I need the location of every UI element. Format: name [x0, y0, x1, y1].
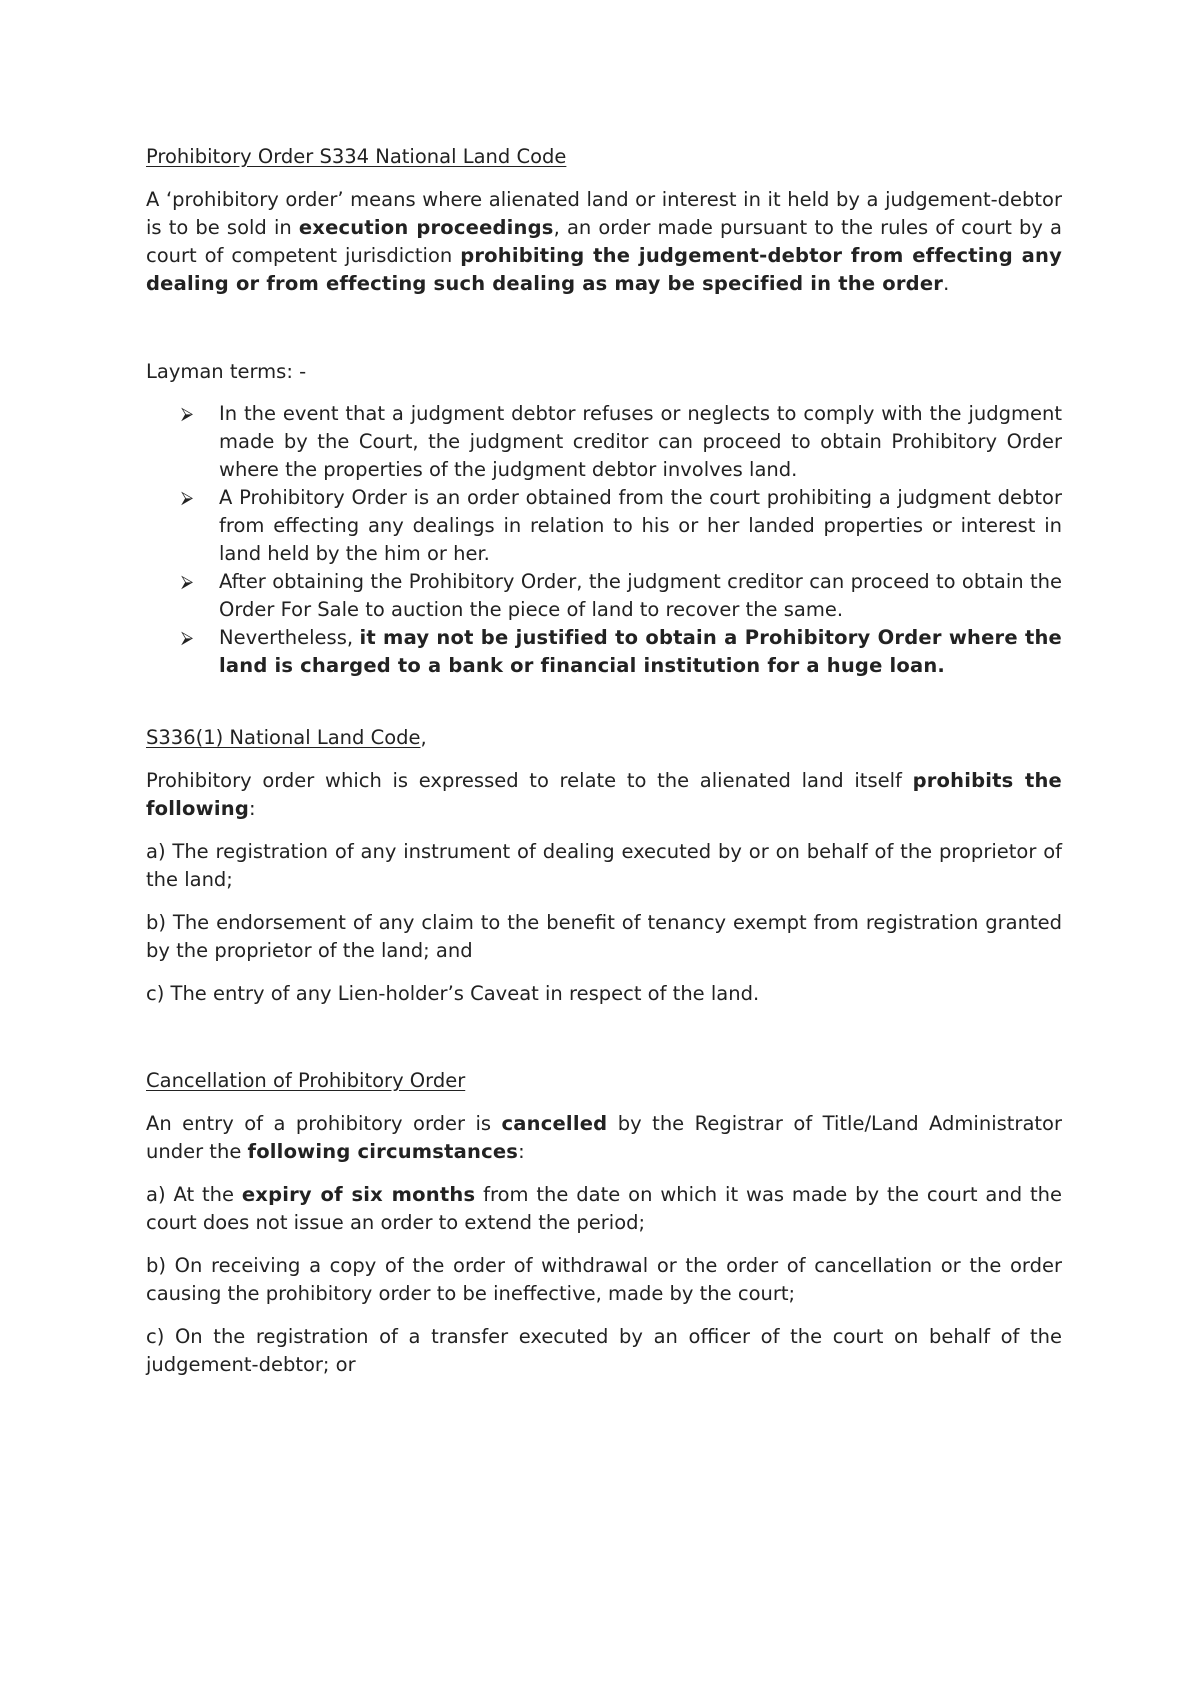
definition-text-2: , an order made pursuant to the rules of court by a court of competent jurisdiction	[146, 216, 1062, 267]
definition-paragraph	[146, 186, 1062, 298]
bullet-text: Nevertheless,	[219, 626, 360, 649]
document-body	[146, 143, 1062, 1394]
arrowhead-bullet-icon: ⮚	[181, 404, 194, 424]
cancellation-item-c: c) On the registration of a transfer executed by an officer of the court on behalf of the judgement-debtor; or	[146, 1325, 1062, 1376]
bullet-text: After obtaining the Prohibitory Order, the judgment creditor can proceed to obtain the Order For Sale to auction the piece of land to recover the same.	[219, 570, 1062, 621]
bullet-text: A Prohibitory Order is an order obtained from the court prohibiting a judgment debtor from effecting any dealings in relation to his or her landed properties or interest in land held by the him or her.	[219, 486, 1062, 565]
cancellation-intro-text-1: An entry of a prohibitory order is	[146, 1112, 502, 1135]
arrowhead-bullet-icon: ⮚	[181, 628, 194, 648]
cancellation-intro-bold-2: following circumstances	[247, 1140, 519, 1163]
list-item	[146, 568, 1062, 624]
cancellation-item-a	[146, 1181, 1062, 1237]
bullet-bold-text: it may not be justified to obtain a Prohibitory Order where the land is charged to a bank or financial institution for a huge loan.	[219, 626, 1062, 677]
s336-item-c: c) The entry of any Lien-holder’s Caveat in respect of the land.	[146, 982, 760, 1005]
cancellation-intro-bold-1: cancelled	[501, 1112, 608, 1135]
bullet-text: In the event that a judgment debtor refuses or neglects to comply with the judgment made by the Court, the judgment creditor can proceed to obtain Prohibitory Order where the properties of the judgment debtor involves land.	[219, 402, 1062, 481]
cancellation-item-a-text-1: a) At the	[146, 1183, 242, 1206]
s336-intro-text-1: Prohibitory order which is expressed to relate to the alienated land itself	[146, 769, 913, 792]
heading-s336	[146, 724, 1062, 752]
list-item	[146, 624, 1062, 680]
arrowhead-bullet-icon: ⮚	[181, 488, 194, 508]
definition-bold-2: prohibiting the judgement-debtor from effecting any dealing or from effecting such dealing as may be specified in the order	[146, 244, 1062, 295]
arrowhead-bullet-icon: ⮚	[181, 572, 194, 592]
cancellation-intro-text-3: :	[518, 1140, 525, 1163]
heading-s336-text: S336(1) National Land Code	[146, 726, 421, 749]
s336-item-a: a) The registration of any instrument of dealing executed by or on behalf of the proprietor of the land;	[146, 840, 1062, 891]
cancellation-intro-text-2: by the Registrar of Title/Land Administrator under the	[146, 1112, 1062, 1163]
list-item	[146, 400, 1062, 484]
layman-bullet-list	[146, 400, 1062, 680]
cancellation-item-a-text-2: from the date on which it was made by the court and the court does not issue an order to extend the period;	[146, 1183, 1062, 1234]
cancellation-item-b: b) On receiving a copy of the order of withdrawal or the order of cancellation or the order causing the prohibitory order to be ineffective, made by the court;	[146, 1254, 1062, 1305]
definition-text-3: .	[943, 272, 950, 295]
cancellation-intro-paragraph	[146, 1110, 1062, 1166]
heading-s334: Prohibitory Order S334 National Land Code	[146, 145, 567, 168]
cancellation-item-a-bold: expiry of six months	[241, 1183, 476, 1206]
s336-intro-text-2: :	[249, 797, 256, 820]
s336-item-b: b) The endorsement of any claim to the benefit of tenancy exempt from registration granted by the proprietor of the land; and	[146, 911, 1062, 962]
definition-bold-1: execution proceedings	[298, 216, 554, 239]
heading-s336-suffix: ,	[420, 726, 427, 749]
s336-intro-paragraph	[146, 767, 1062, 823]
s336-intro-bold: prohibits the following	[146, 769, 1062, 820]
heading-cancellation: Cancellation of Prohibitory Order	[146, 1069, 466, 1092]
layman-label: Layman terms: -	[146, 360, 307, 383]
definition-text-1: A ‘prohibitory order’ means where alienated land or interest in it held by a judgement-debtor is to be sold in	[146, 188, 1062, 239]
list-item	[146, 484, 1062, 568]
